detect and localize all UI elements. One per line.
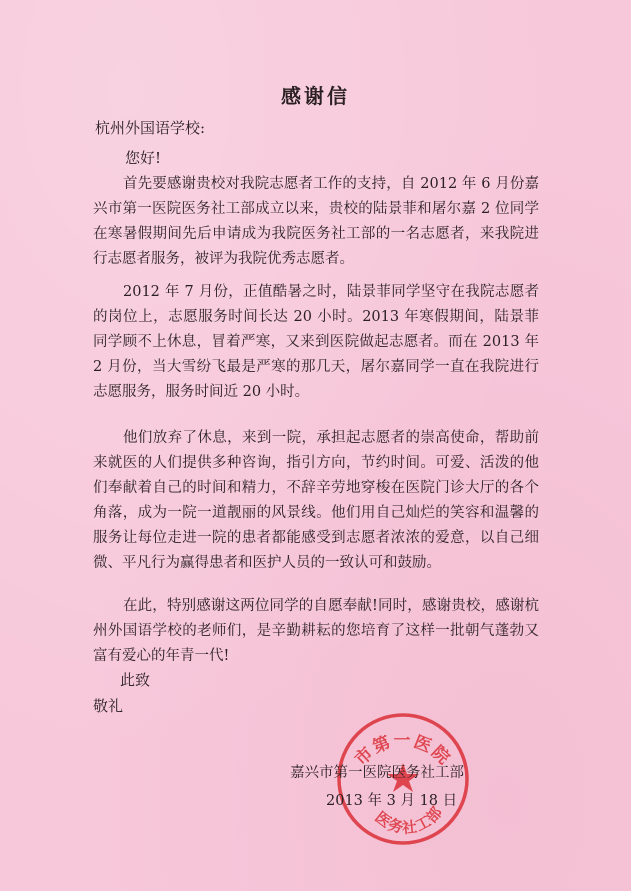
sender-line: 嘉兴市第一医院医务社工部	[290, 765, 464, 781]
seal-bottom-text: 医务社工部	[371, 802, 447, 838]
body-paragraph-3: 他们放弃了休息，来到一院，承担起志愿者的崇高使命，帮助前来就医的人们提供多种咨询，指引方向，节约时间。可爱、活泼的他们奉献着自己的时间和精力，不辞辛劳地穿梭在医院门诊大厅的各个角落，成为一院一道靓丽的风景线。他们用自己灿烂的笑容和温馨的服务让每位走进一院的患者都能感受到志愿者浓浓的爱意，以自己细微、平凡行为赢得患者和医护人员的一致认可和鼓励。	[93, 430, 539, 571]
body-paragraph-2: 2012 年 7 月份，正值酷暑之时，陆景菲同学坚守在我院志愿者的岗位上，志愿服务时间长达 20 小时。2013 年寒假期间，陆景菲同学顾不上休息，冒着严寒，又来到医院做起志愿者。而在 2013 年 2 月份，当大雪纷飞最是严寒的那几天，屠尔嘉同学一直在我院进行志愿服务，服务时间近 20 小时。	[93, 284, 539, 400]
recipient-line: 杭州外国语学校:	[95, 119, 206, 137]
seal-top-text: 市第一医院	[351, 730, 455, 770]
date-line: 2013 年 3 月 18 日	[326, 793, 458, 809]
regards-line: 敬礼	[93, 697, 124, 715]
body-paragraph-1: 首先要感谢贵校对我院志愿者工作的支持，自 2012 年 6 月份嘉兴市第一医院医务社工部成立以来，贵校的陆景菲和屠尔嘉 2 位同学在寒暑假期间先后申请成为我院医务社工部的一名志愿者，来我院进行志愿者服务，被评为我院优秀志愿者。	[93, 176, 539, 267]
body-paragraph-4: 在此，特别感谢这两位同学的自愿奉献!同时，感谢贵校，感谢杭州外国语学校的老师们，是辛勤耕耘的您培育了这样一批朝气蓬勃又富有爱心的年青一代!	[93, 598, 539, 664]
closing-line: 此致	[120, 671, 151, 689]
greeting-line: 您好!	[125, 149, 162, 167]
letter-title: 感谢信	[281, 84, 350, 108]
